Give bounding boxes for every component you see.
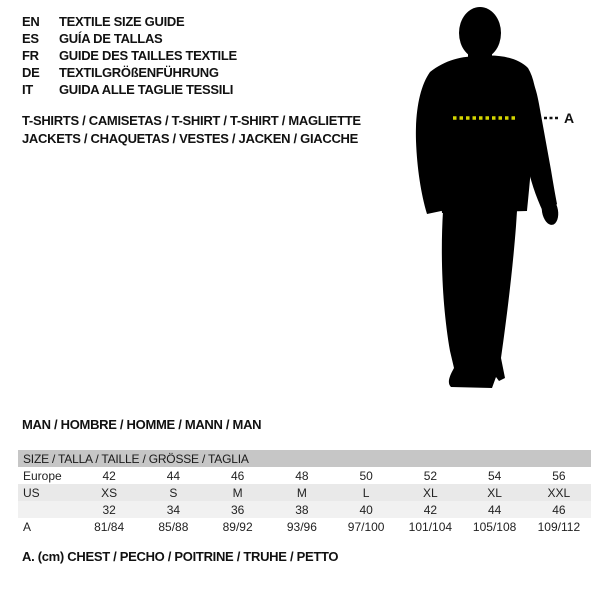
language-title: TEXTILGRÖßENFÜHRUNG bbox=[59, 65, 219, 80]
language-code: FR bbox=[22, 48, 39, 63]
measure-label-a: A bbox=[564, 110, 575, 126]
table-cell: 81/84 bbox=[94, 519, 125, 534]
table-cell: 44 bbox=[166, 468, 181, 483]
table-cell: XXL bbox=[547, 485, 571, 500]
row-label: A bbox=[23, 519, 32, 534]
section-title-man: MAN / HOMBRE / HOMME / MANN / MAN bbox=[22, 417, 262, 432]
table-cell: 105/108 bbox=[472, 519, 517, 534]
table-cell: 97/100 bbox=[347, 519, 385, 534]
row-label: Europe bbox=[23, 468, 62, 483]
language-code: IT bbox=[22, 82, 33, 97]
table-cell: 46 bbox=[230, 468, 245, 483]
category-lines bbox=[22, 112, 361, 148]
language-title: GUÍA DE TALLAS bbox=[59, 31, 163, 46]
list-item bbox=[22, 81, 237, 98]
table-cell: 44 bbox=[487, 502, 502, 517]
table-cell: 40 bbox=[359, 502, 373, 517]
list-item bbox=[22, 13, 237, 30]
list-item bbox=[22, 30, 237, 47]
table-cell: XL bbox=[487, 485, 502, 500]
language-title: GUIDA ALLE TAGLIE TESSILI bbox=[59, 82, 234, 97]
table-cell: 101/104 bbox=[408, 519, 453, 534]
table-cell: 89/92 bbox=[222, 519, 253, 534]
table-row-europe bbox=[18, 467, 591, 484]
table-cell: S bbox=[169, 485, 178, 500]
table-cell: XS bbox=[101, 485, 118, 500]
table-row-chest-a bbox=[18, 518, 591, 535]
table-cell: 42 bbox=[102, 468, 116, 483]
language-title-list bbox=[22, 13, 237, 98]
man-silhouette-figure bbox=[410, 6, 578, 391]
table-cell: 109/112 bbox=[537, 519, 581, 534]
table-header-label: SIZE / TALLA / TAILLE / GRÖSSE / TAGLIA bbox=[23, 451, 249, 466]
list-item bbox=[22, 47, 237, 64]
table-cell: 54 bbox=[487, 468, 502, 483]
language-code: DE bbox=[22, 65, 40, 80]
table-cell: 32 bbox=[102, 502, 116, 517]
table-cell: XL bbox=[423, 485, 438, 500]
table-cell: 85/88 bbox=[158, 519, 189, 534]
table-cell: 50 bbox=[359, 468, 373, 483]
table-header bbox=[18, 450, 591, 467]
language-code: EN bbox=[22, 14, 40, 29]
table-cell: 56 bbox=[552, 468, 566, 483]
table-cell: 42 bbox=[423, 502, 438, 517]
table-cell: 46 bbox=[552, 502, 566, 517]
table-cell: 38 bbox=[295, 502, 309, 517]
table-cell: 34 bbox=[166, 502, 181, 517]
row-label: US bbox=[23, 485, 40, 500]
category-tshirts: T-SHIRTS / CAMISETAS / T-SHIRT / T-SHIRT / MAGLIETTE bbox=[22, 113, 361, 128]
table-cell: 36 bbox=[230, 502, 245, 517]
size-table bbox=[18, 450, 591, 535]
table-row-size-number bbox=[18, 501, 591, 518]
man-silhouette bbox=[416, 7, 560, 388]
table-cell: 52 bbox=[423, 468, 438, 483]
table-cell: M bbox=[296, 485, 307, 500]
measurement-footnote: A. (cm) CHEST / PECHO / POITRINE / TRUHE / PETTO bbox=[22, 549, 339, 564]
table-cell: M bbox=[232, 485, 243, 500]
table-cell: L bbox=[362, 485, 370, 500]
table-cell: 93/96 bbox=[286, 519, 317, 534]
table-row-us bbox=[18, 484, 591, 501]
list-item bbox=[22, 64, 237, 81]
category-jackets: JACKETS / CHAQUETAS / VESTES / JACKEN / GIACCHE bbox=[22, 131, 358, 146]
language-code: ES bbox=[22, 31, 39, 46]
language-title: GUIDE DES TAILLES TEXTILE bbox=[59, 48, 237, 63]
language-title: TEXTILE SIZE GUIDE bbox=[59, 14, 185, 29]
table-cell: 48 bbox=[295, 468, 309, 483]
